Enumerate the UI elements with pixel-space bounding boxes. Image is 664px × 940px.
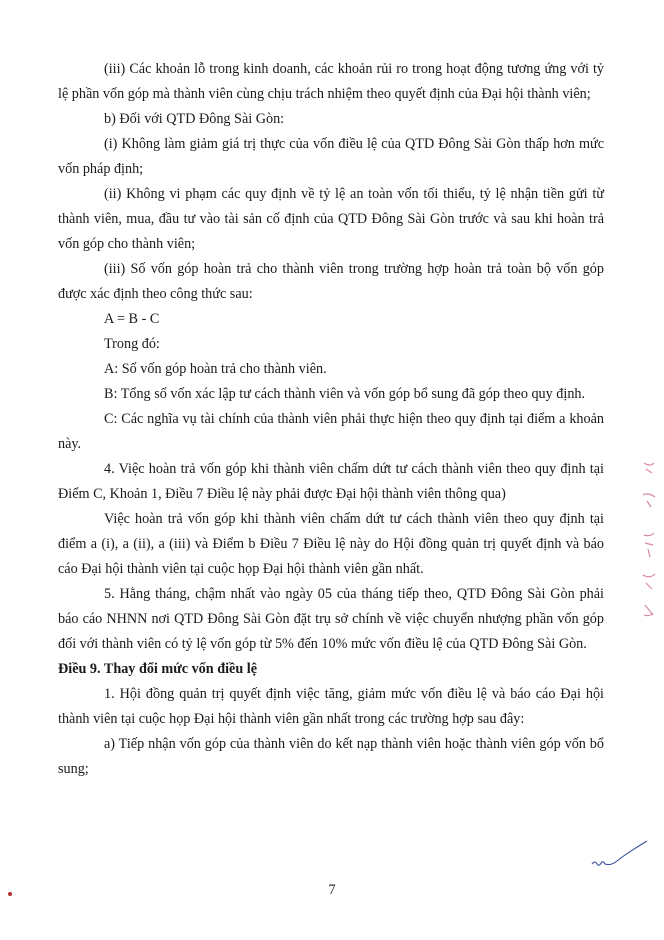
page-number: 7: [328, 882, 336, 898]
paragraph: 1. Hội đồng quản trị quyết định việc tăng, giảm mức vốn điều lệ và báo cáo Đại hội thành viên tại cuộc họp Đại hội thành viên gần nhất trong các trường hợp sau đây:: [58, 686, 604, 727]
paragraph: B: Tổng số vốn xác lập tư cách thành viên và vốn góp bổ sung đã góp theo quy định.: [104, 386, 586, 402]
paragraph: b) Đối với QTD Đông Sài Gòn:: [104, 111, 285, 127]
paragraph: (ii) Không vi phạm các quy định về tỷ lệ an toàn vốn tối thiểu, tỷ lệ nhận tiền gửi từ thành viên, mua, đầu tư vào tài sản cố định của QTD Đông Sài Gòn trước và sau khi hoàn trả vốn góp cho thành viên;: [58, 186, 604, 252]
paragraph: Trong đó:: [104, 336, 160, 352]
formula: A = B - C: [104, 311, 160, 327]
document-body: [58, 57, 604, 782]
paragraph: a) Tiếp nhận vốn góp của thành viên do kết nạp thành viên hoặc thành viên góp vốn bổ sung;: [58, 736, 604, 777]
paragraph: Việc hoàn trả vốn góp khi thành viên chấm dứt tư cách thành viên theo quy định tại điểm a (i), a (ii), a (iii) và Điểm b Điều 7 Điều lệ này do Hội đồng quản trị quyết định và báo cáo Đại hội thành viên tại cuộc họp Đại hội thành viên gần nhất.: [58, 511, 604, 577]
paragraph: (iii) Các khoản lỗ trong kinh doanh, các khoản rủi ro trong hoạt động tương ứng với tỷ lệ phần vốn góp mà thành viên cùng chịu trách nhiệm theo quyết định của Đại hội thành viên;: [58, 61, 604, 102]
paragraph: 4. Việc hoàn trả vốn góp khi thành viên chấm dứt tư cách thành viên theo quy định tại Điểm C, Khoản 1, Điều 7 Điều lệ này phải được Đại hội thành viên thông qua): [58, 461, 604, 502]
section-heading: Điều 9. Thay đổi mức vốn điều lệ: [58, 661, 258, 677]
margin-stamp-mark: [638, 455, 660, 625]
paragraph: C: Các nghĩa vụ tài chính của thành viên phải thực hiện theo quy định tại điểm a khoản này.: [58, 411, 604, 452]
paragraph: A: Số vốn góp hoàn trả cho thành viên.: [104, 361, 327, 377]
signature-mark: [590, 838, 650, 878]
paragraph: (i) Không làm giảm giá trị thực của vốn điều lệ của QTD Đông Sài Gòn thấp hơn mức vốn pháp định;: [58, 136, 604, 177]
paragraph: 5. Hằng tháng, chậm nhất vào ngày 05 của tháng tiếp theo, QTD Đông Sài Gòn phải báo cáo NHNN nơi QTD Đông Sài Gòn đặt trụ sở chính về việc chuyển nhượng phần vốn góp đối với thành viên có tỷ lệ vốn góp từ 5% đến 10% mức vốn điều lệ của QTD Đông Sài Gòn.: [58, 586, 604, 652]
paragraph: (iii) Số vốn góp hoàn trả cho thành viên trong trường hợp hoàn trả toàn bộ vốn góp được xác định theo công thức sau:: [58, 261, 604, 302]
